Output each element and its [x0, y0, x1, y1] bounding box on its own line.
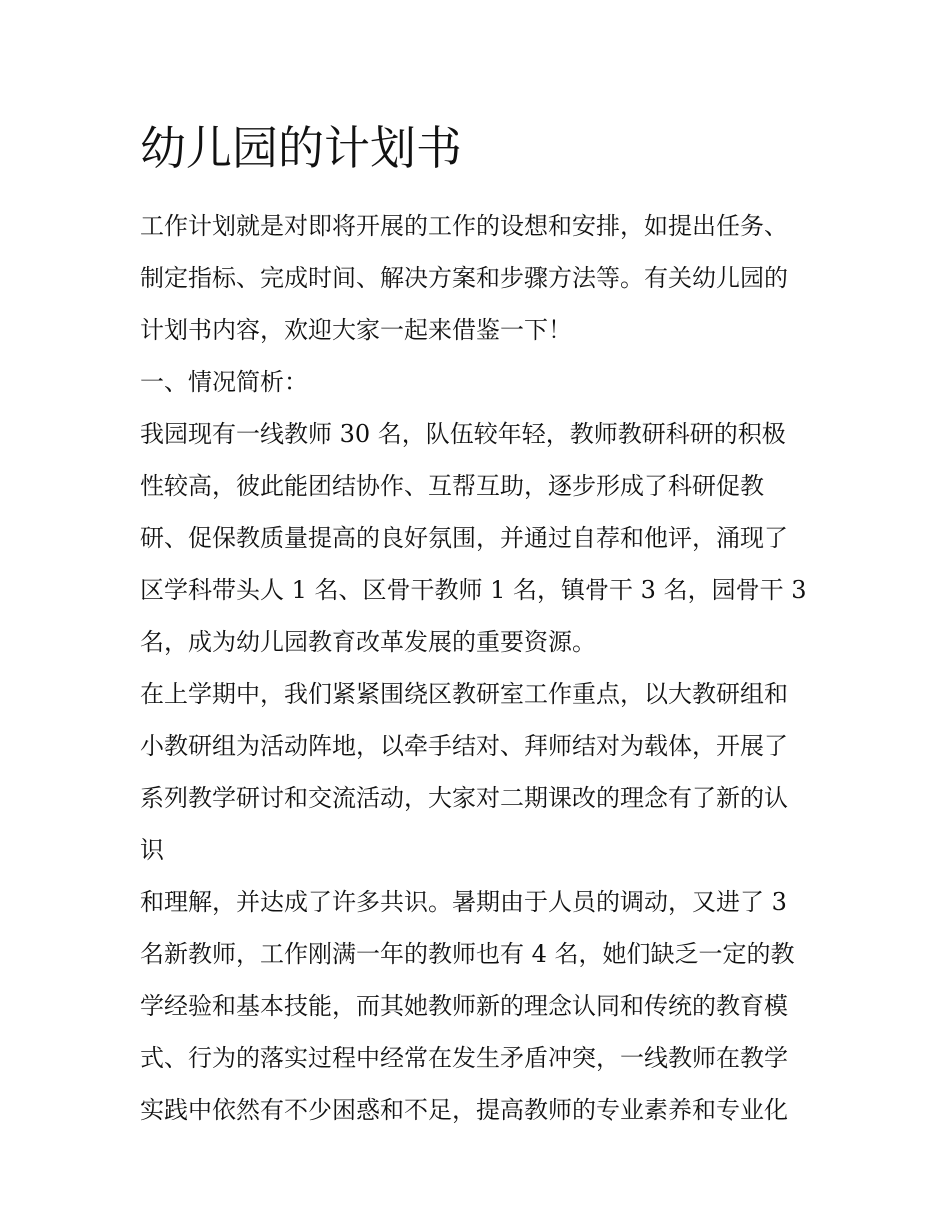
text-line: 名，成为幼儿园教育改革发展的重要资源。 [140, 628, 596, 656]
text-line: 区学科带头人 1 名、区骨干教师 1 名，镇骨干 3 名，园骨干 3 [140, 576, 807, 604]
text-line: 研、促保教质量提高的良好氛围，并通过自荐和他评，涌现了 [140, 524, 788, 552]
text-line: 工作计划就是对即将开展的工作的设想和安排，如提出任务、 [140, 212, 788, 240]
text-line: 系列教学研讨和交流活动，大家对二期课改的理念有了新的认 [140, 784, 788, 812]
text-line: 小教研组为活动阵地，以牵手结对、拜师结对为载体，开展了 [140, 732, 788, 760]
text-line: 制定指标、完成时间、解决方案和步骤方法等。有关幼儿园的 [140, 264, 788, 292]
text-line: 式、行为的落实过程中经常在发生矛盾冲突，一线教师在教学 [140, 1044, 788, 1072]
text-line: 性较高，彼此能团结协作、互帮互助，逐步形成了科研促教 [140, 472, 764, 500]
text-line: 实践中依然有不少困惑和不足，提高教师的专业素养和专业化 [140, 1096, 788, 1124]
text-line: 学经验和基本技能，而其她教师新的理念认同和传统的教育模 [140, 992, 788, 1020]
text-line: 名新教师，工作刚满一年的教师也有 4 名，她们缺乏一定的教 [140, 940, 795, 968]
text-line: 识 [140, 836, 164, 864]
text-line: 我园现有一线教师 30 名，队伍较年轻，教师教研科研的积极 [140, 420, 786, 448]
text-line: 在上学期中，我们紧紧围绕区教研室工作重点，以大教研组和 [140, 680, 788, 708]
section-heading: 一、情况简析： [140, 368, 308, 396]
document-title: 幼儿园的计划书 [140, 121, 462, 175]
text-line: 和理解，并达成了许多共识。暑期由于人员的调动，又进了 3 [140, 888, 787, 916]
document-body [140, 200, 820, 1136]
text-line: 计划书内容，欢迎大家一起来借鉴一下！ [140, 316, 572, 344]
